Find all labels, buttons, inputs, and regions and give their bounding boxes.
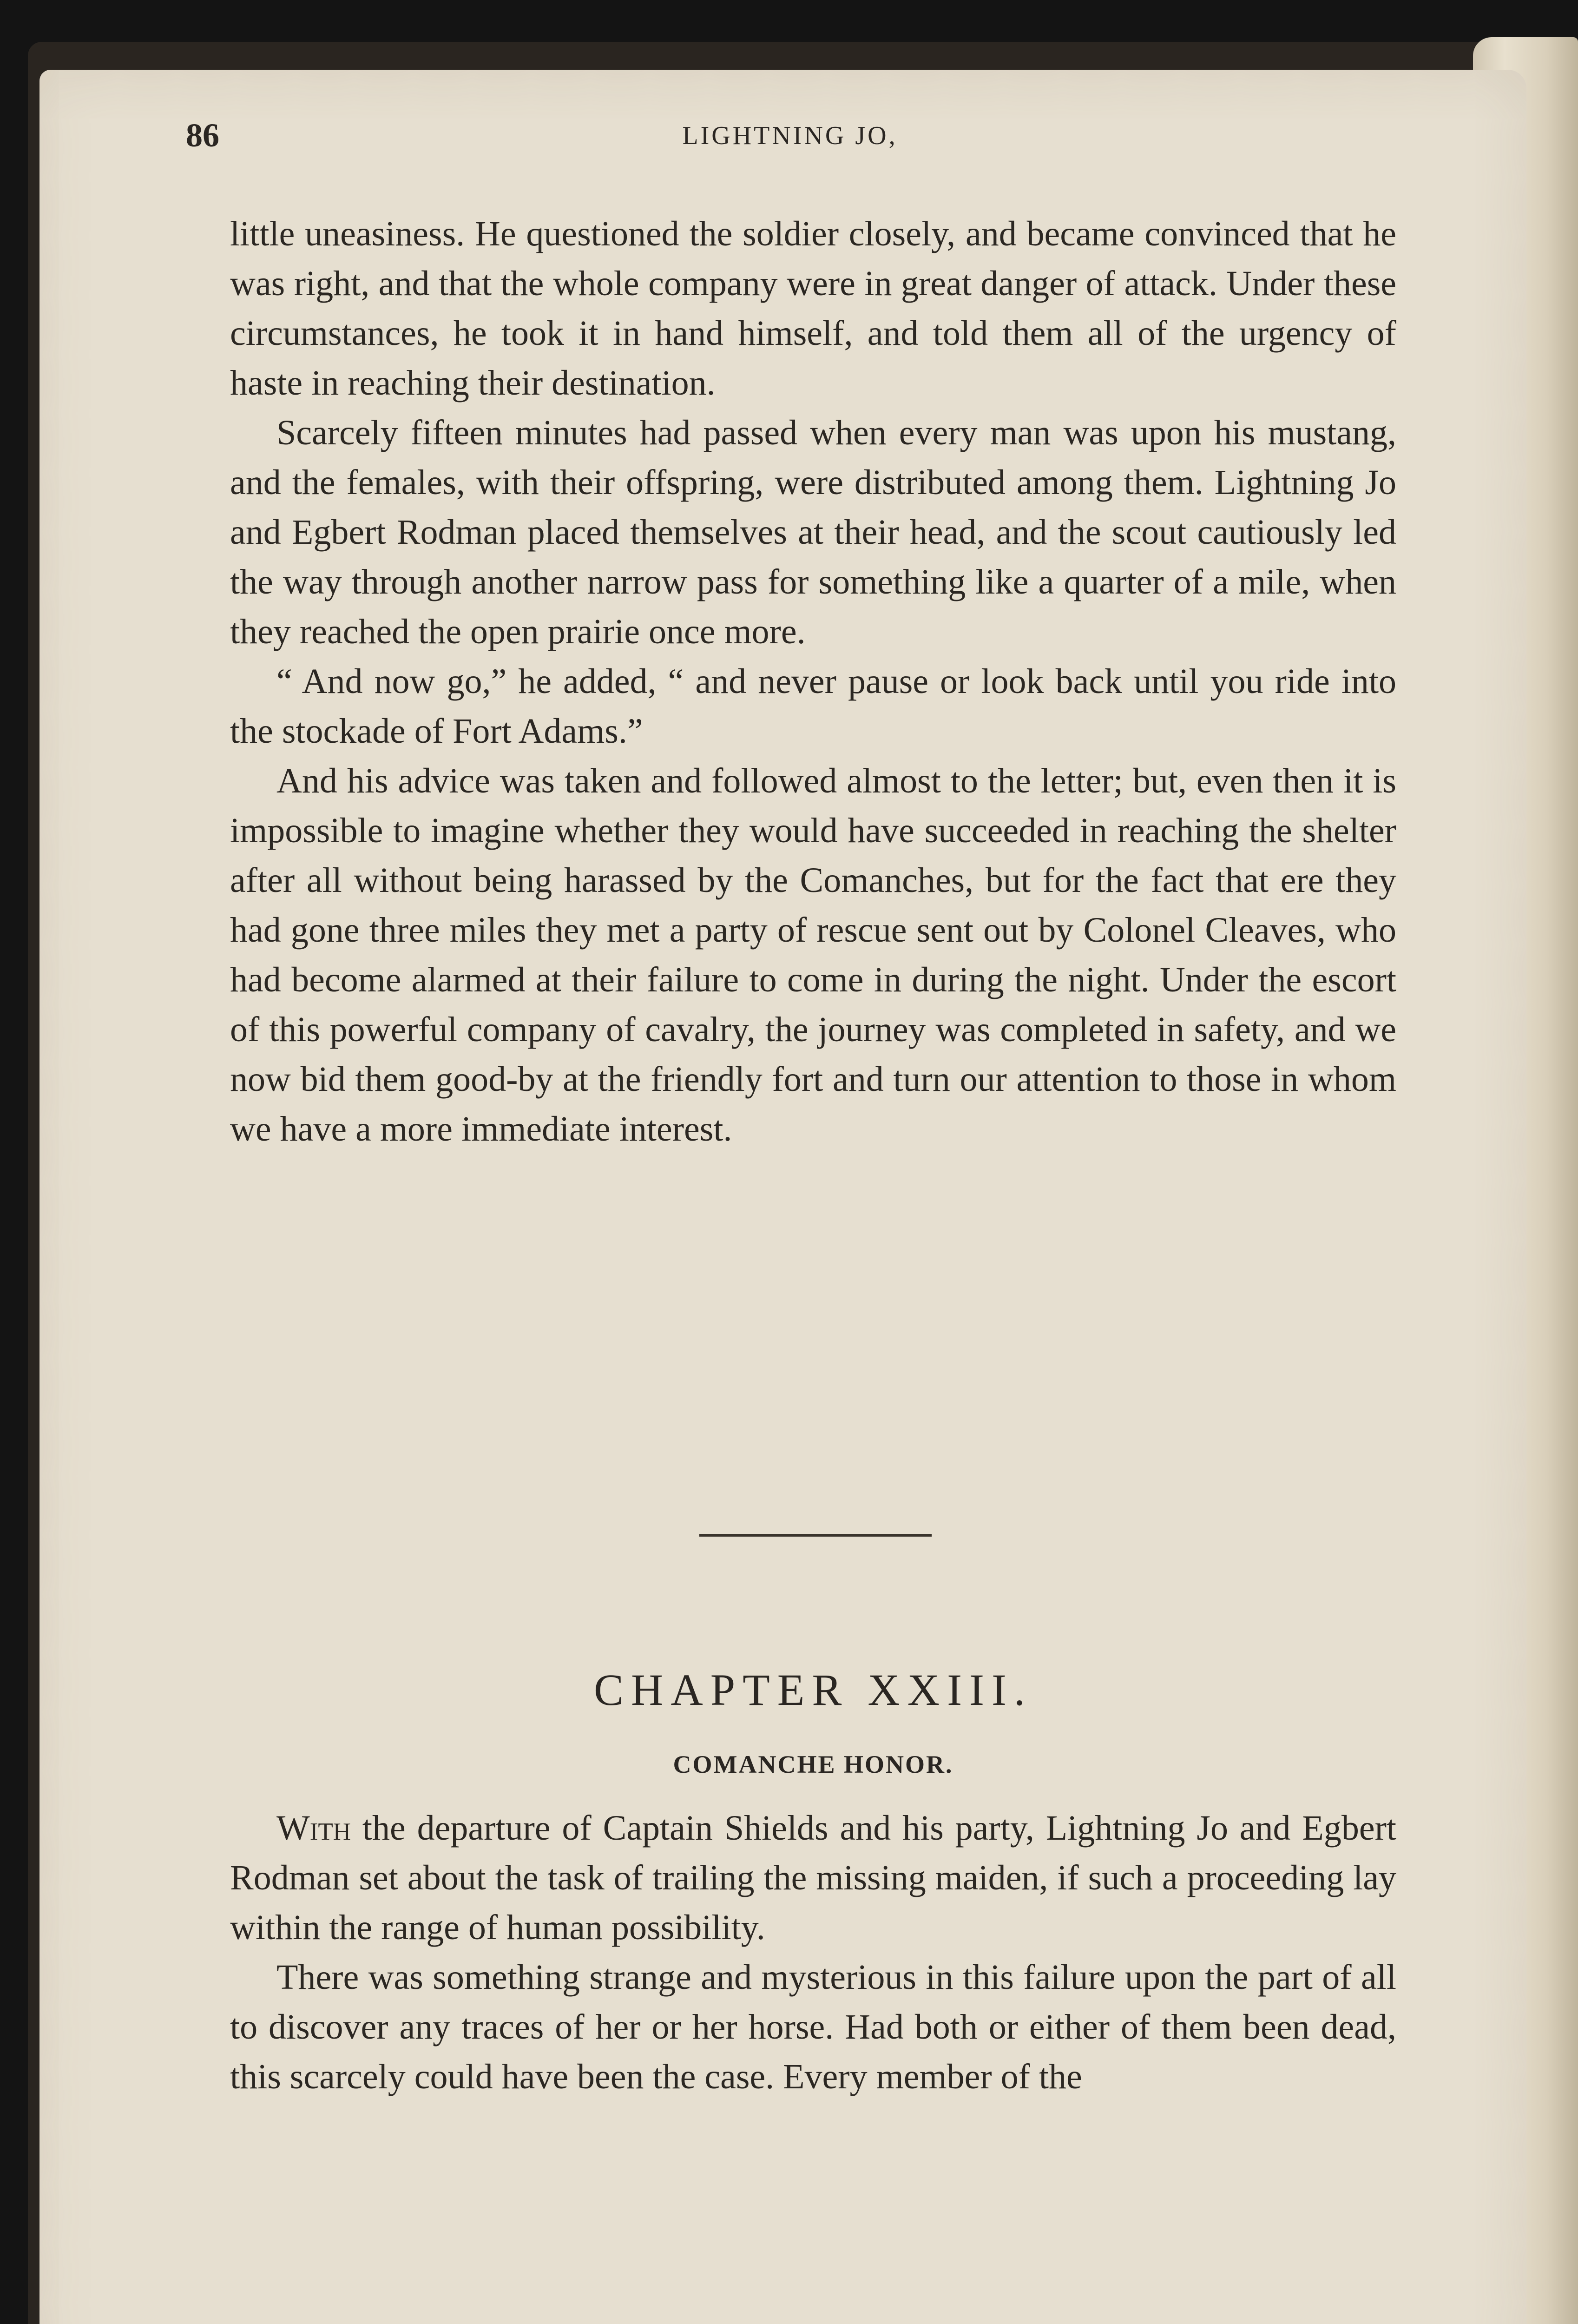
page-header xyxy=(186,116,1394,163)
running-head: LIGHTNING JO, xyxy=(682,121,898,150)
paragraph: Scarcely fifteen minutes had passed when every man was upon his mustang, and the females, with their offspring, were distributed among them. Lightning Jo and Egbert Rodman placed themselves at their head, and the scout cautiously led the way through another narrow pass for something like a quarter of a mile, when they reached the open prairie once more. xyxy=(230,413,1396,651)
chapter-subtitle: COMANCHE HONOR. xyxy=(673,1750,953,1778)
paragraph xyxy=(230,1803,1396,1953)
paragraph: And his advice was taken and followed almost to the letter; but, even then it is impossible to imagine whether they would have succeeded in reaching the shelter after all without being harassed by the Comanches, but for the fact that ere they had gone three miles they met a party of rescue sent out by Colonel Cleaves, who had become alarmed at their failure to come in during the night. Under the escort of this powerful company of cavalry, the journey was completed in safety, and we now bid them good-by at the friendly fort and turn our attention to those in whom we have a more immediate interest. xyxy=(230,761,1396,1149)
page-number: 86 xyxy=(186,117,219,154)
paragraph-text: the departure of Captain Shields and his party, Lightning Jo and Egbert Rodman set about the task of trailing the missing maiden, if such a proceeding lay within the range of human possibility. xyxy=(230,1809,1396,1947)
chapter-title: CHAPTER XXIII. xyxy=(594,1665,1032,1715)
chapter-opening-word: With xyxy=(276,1809,351,1848)
section-divider xyxy=(699,1534,932,1537)
body-text-top xyxy=(230,209,1396,1154)
body-text-bottom xyxy=(230,1803,1396,2102)
paragraph: There was something strange and mysterious in this failure upon the part of all to discover any traces of her or her horse. Had both or either of them been dead, this scarcely could have been the case. Every member of the xyxy=(230,1958,1396,2096)
paragraph: “ And now go,” he added, “ and never pause or look back until you ride into the stockade of Fort Adams.” xyxy=(230,662,1396,751)
paragraph: little uneasiness. He questioned the soldier closely, and became convinced that he was right, and that the whole company were in great danger of attack. Under these circumstances, he took it in hand himself, and told them all of the urgency of haste in reaching their destination. xyxy=(230,214,1396,403)
